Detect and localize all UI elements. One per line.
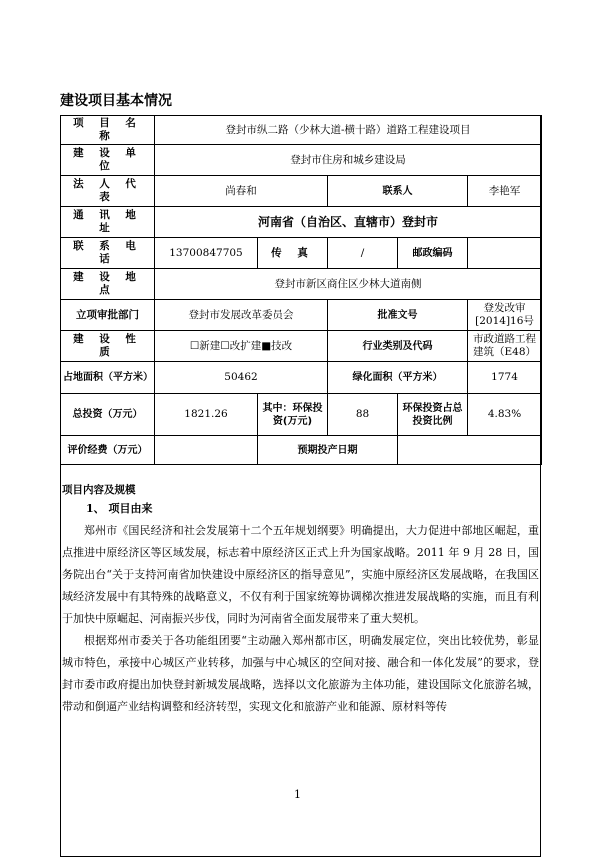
legal-rep-label: 法 人 代 表 <box>61 176 155 207</box>
table-row <box>61 394 542 436</box>
legal-rep-value: 尚春和 <box>155 176 328 207</box>
approval-label: 立项审批部门 <box>61 300 155 331</box>
postcode-value <box>468 238 542 269</box>
doc-number-label: 批准文号 <box>328 300 468 331</box>
table-row <box>61 176 542 207</box>
page-title: 建设项目基本情况 <box>60 93 172 109</box>
table-row <box>61 362 542 394</box>
area-value: 50462 <box>155 362 328 394</box>
table-row <box>61 207 542 238</box>
content-subheading: 1、 项目由来 <box>86 502 153 515</box>
nature-label: 建 设 性 质 <box>61 331 155 362</box>
industry-value: 市政道路工程建筑（E48） <box>468 331 542 362</box>
production-date-value <box>398 436 542 465</box>
table-row <box>61 436 542 465</box>
table-row <box>61 238 542 269</box>
builder-value: 登封市住房和城乡建设局 <box>155 145 542 176</box>
nature-value: ☐新建☐改扩建■技改 <box>155 331 328 362</box>
investment-label: 总投资（万元） <box>61 394 155 436</box>
paragraph: 根据郑州市委关于各功能组团要“主动融入郑州都市区，明确发展定位，突出比较优势，彰显城市特色，承接中心城区产业转移，加强与中心城区的空间对接、融合和一体化发展”的要求，登封市委市政府提出加快登封新城发展战略，选择以文化旅游为主体功能，建设国际文化旅游名城，带动和倒逼产业结构调整和经济转型，实现文化和旅游产业和能源、原材料等传 <box>62 634 539 713</box>
address-label: 通 讯 地 址 <box>61 207 155 238</box>
approval-value: 登封市发展改革委员会 <box>155 300 328 331</box>
phone-label: 联 系 电 话 <box>61 238 155 269</box>
contact-label: 联系人 <box>328 176 468 207</box>
fax-label: 传 真 <box>258 238 328 269</box>
industry-label: 行业类别及代码 <box>328 331 468 362</box>
fax-value: / <box>328 238 398 269</box>
address-value: 河南省（自治区、直辖市）登封市 <box>155 207 542 238</box>
doc-number-value: 登发改审[2014]16号 <box>468 300 542 331</box>
project-content <box>62 482 539 718</box>
table-row <box>61 331 542 362</box>
postcode-label: 邮政编码 <box>398 238 468 269</box>
contact-value: 李艳军 <box>468 176 542 207</box>
eval-cost-value <box>155 436 258 465</box>
green-area-value: 1774 <box>468 362 542 394</box>
site-value: 登封市新区商住区少林大道南侧 <box>155 269 542 300</box>
investment-value: 1821.26 <box>155 394 258 436</box>
table-row <box>61 300 542 331</box>
table-row <box>61 145 542 176</box>
env-investment-label: 其中：环保投资(万元) <box>258 394 328 436</box>
site-label: 建 设 地 点 <box>61 269 155 300</box>
area-label: 占地面积（平方米） <box>61 362 155 394</box>
table-row <box>61 116 542 145</box>
table-row <box>61 269 542 300</box>
eval-cost-label: 评价经费（万元） <box>61 436 155 465</box>
page-number: 1 <box>294 788 301 801</box>
env-ratio-label: 环保投资占总投资比例 <box>398 394 468 436</box>
builder-label: 建 设 单 位 <box>61 145 155 176</box>
paragraph: 郑州市《国民经济和社会发展第十二个五年规划纲要》明确提出，大力促进中部地区崛起，重点推进中原经济区等区域发展，标志着中原经济区正式上升为国家战略。2011 年 9 月 28 日，国务院出台“关于支持河南省加快建设中原经济区的指导意见”，实施中原经济区发展战略，在我国区域经济发展中有其特殊的战略意义，不仅有利于国家统筹协调梯次推进发展战略的实施，而且有利于加快中原崛起、河南振兴步伐，同时为河南省全面发展带来了重大契机。 <box>62 524 539 625</box>
env-ratio-value: 4.83% <box>468 394 542 436</box>
green-area-label: 绿化面积（平方米） <box>328 362 468 394</box>
project-name-value: 登封市纵二路（少林大道-横十路）道路工程建设项目 <box>155 116 542 145</box>
phone-value: 13700847705 <box>155 238 258 269</box>
basic-info-table <box>60 115 542 465</box>
env-investment-value: 88 <box>328 394 398 436</box>
project-name-label: 项 目 名 称 <box>61 116 155 145</box>
content-heading: 项目内容及规模 <box>62 484 136 496</box>
production-date-label: 预期投产日期 <box>258 436 398 465</box>
